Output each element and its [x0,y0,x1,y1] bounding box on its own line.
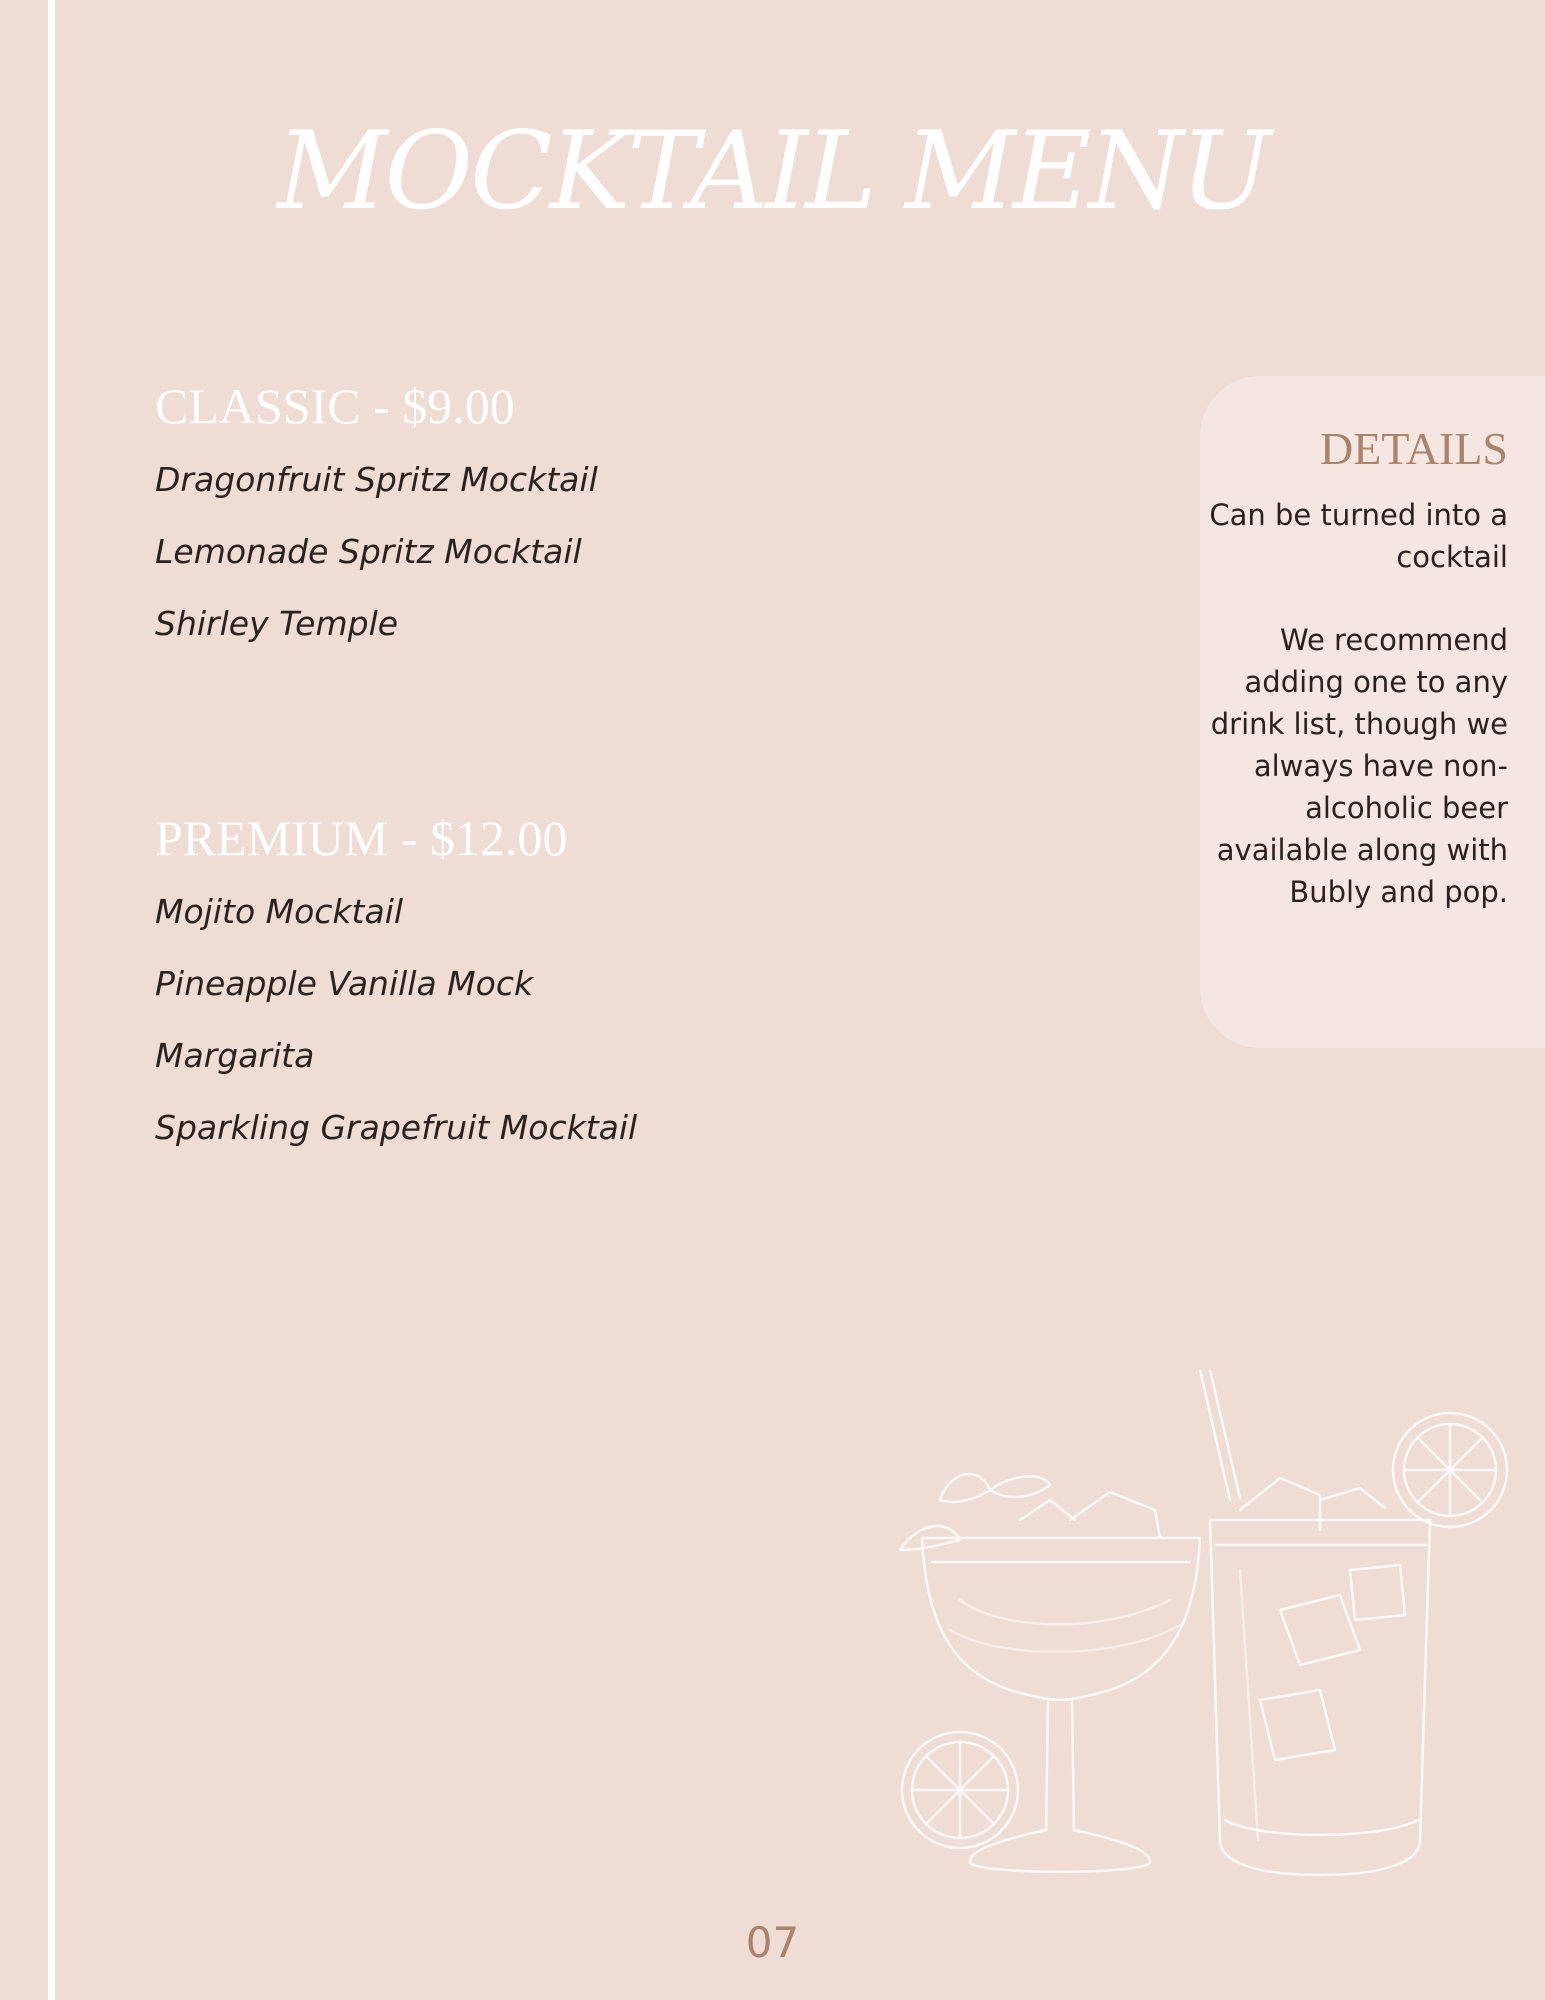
page-number: 07 [745,1918,800,1967]
details-paragraph: We recommend adding one to any drink list, though we always have non-alcoholic beer available along with Bubly and pop. [1210,623,1508,909]
premium-heading: PREMIUM - $12.00 [155,810,568,866]
menu-item: Sparkling Grapefruit Mocktail [155,1108,638,1147]
classic-section [155,378,598,660]
menu-item: Mojito Mocktail [155,892,404,931]
premium-section [155,810,637,1164]
details-card [1200,376,1545,1048]
details-body [1208,494,1508,954]
left-divider-line [48,0,55,2000]
classic-heading: CLASSIC - $9.00 [155,378,515,434]
details-paragraph: Can be turned into a cocktail [1209,498,1508,574]
menu-item: Lemonade Spritz Mocktail [155,532,582,571]
menu-item: Margarita [155,1036,315,1075]
menu-item: Shirley Temple [155,604,399,643]
cocktail-glasses-icon [880,1370,1520,1930]
menu-item: Dragonfruit Spritz Mocktail [155,460,598,499]
menu-title: MOCKTAIL MENU [276,109,1269,234]
menu-item: Pineapple Vanilla Mock [155,964,534,1003]
details-heading: DETAILS [1320,423,1508,474]
